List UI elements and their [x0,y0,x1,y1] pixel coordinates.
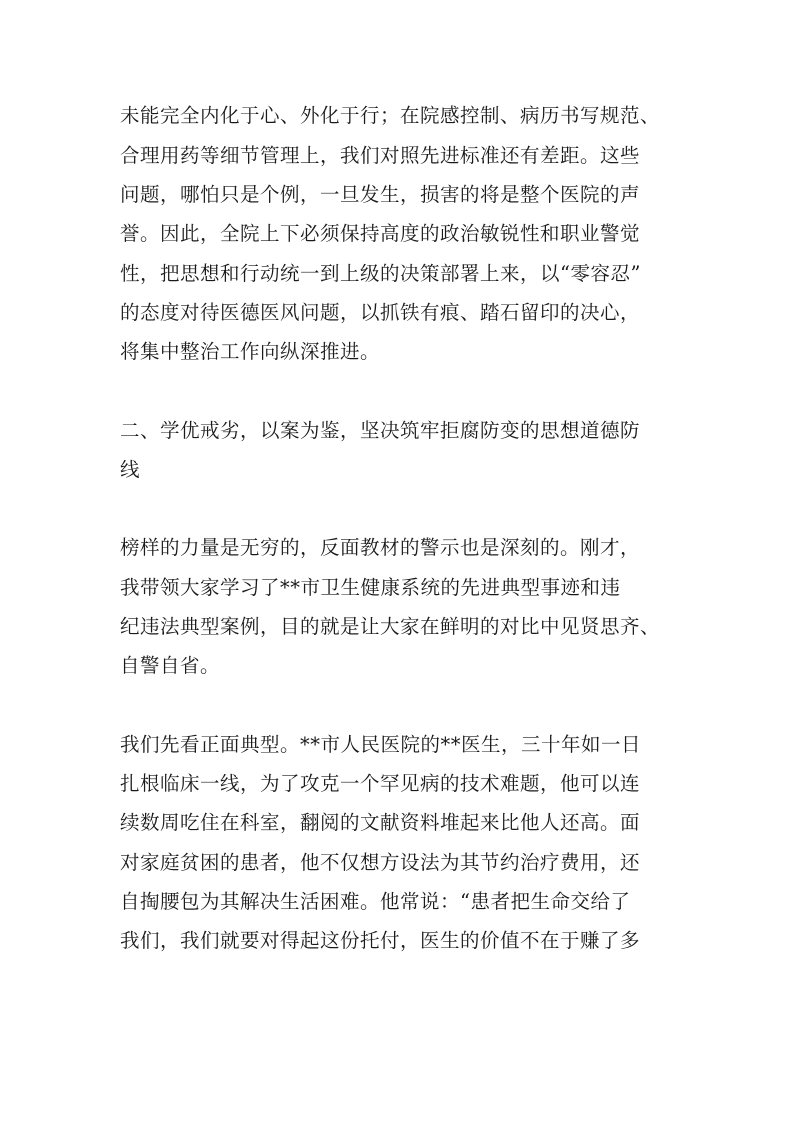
text-line: 将集中整治工作向纵深推进。 [120,340,381,363]
text-line: 问题，哪怕只是个例，一旦发生，损害的将是整个医院的声 [120,183,641,206]
text-line: 自警自省。 [120,654,221,677]
section-heading-line: 二、学优戒劣，以案为鉴，坚决筑牢拒腐防变的思想道德防 [120,419,641,442]
text-line: 续数周吃住在科室，翻阅的文献资料堆起来比他人还高。面 [120,811,641,834]
text-line: 我们先看正面典型。**市人民医院的**医生，三十年如一日 [120,733,642,756]
text-line: 的态度对待医德医风问题，以抓铁有痕、踏石留印的决心， [120,301,641,324]
text-line: 自掏腰包为其解决生活困难。他常说：“患者把生命交给了 [120,890,631,913]
text-line: 未能完全内化于心、外化于行；在院感控制、病历书写规范、 [120,104,661,127]
text-line: 我们，我们就要对得起这份托付，医生的价值不在于赚了多 [120,929,641,952]
text-line: 对家庭贫困的患者，他不仅想方设法为其节约治疗费用，还 [120,851,641,874]
text-line: 性，把思想和行动统一到上级的决策部署上来，以“零容忍” [120,262,641,285]
text-line: 我带领大家学习了**市卫生健康系统的先进典型事迹和违 [120,576,621,599]
text-line: 纪违法典型案例，目的就是让大家在鲜明的对比中见贤思齐、 [120,615,661,638]
text-line: 誉。因此，全院上下必须保持高度的政治敏锐性和职业警觉 [120,222,641,245]
text-line: 榜样的力量是无穷的，反面教材的警示也是深刻的。刚才， [120,536,641,559]
text-line: 合理用药等细节管理上，我们对照先进标准还有差距。这些 [120,144,641,167]
text-line: 扎根临床一线，为了攻克一个罕见病的技术难题，他可以连 [120,772,641,795]
section-heading-line: 线 [120,458,141,481]
